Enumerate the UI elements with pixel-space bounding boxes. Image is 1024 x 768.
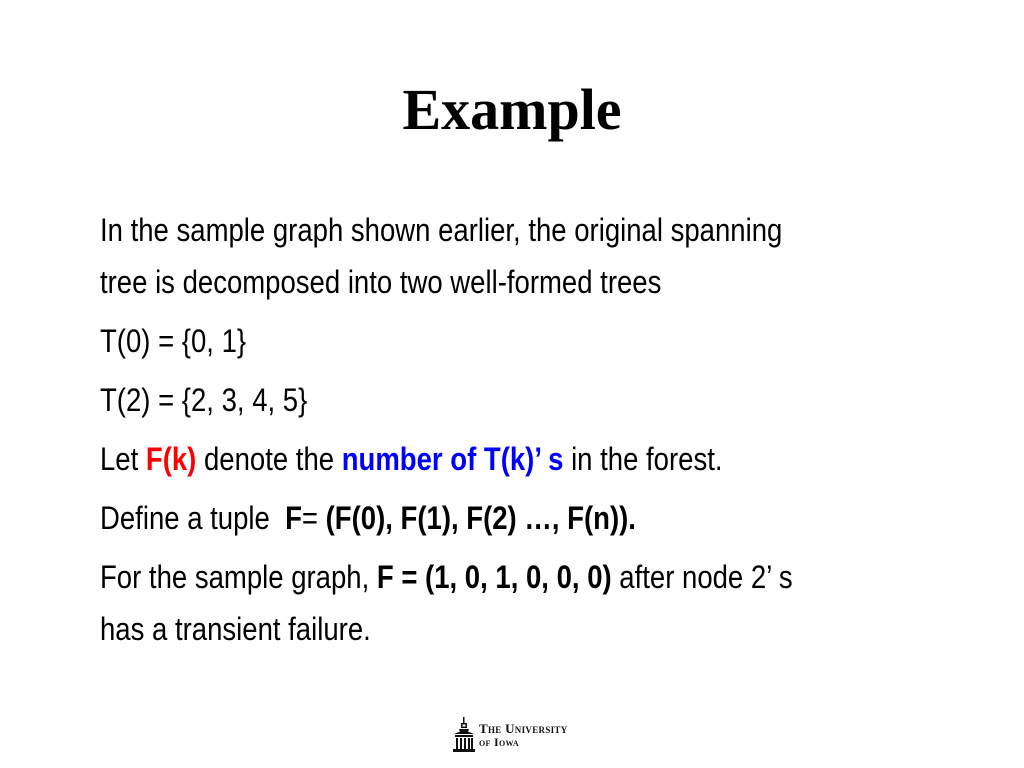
tree-t2: T(2) = {2, 3, 4, 5}	[100, 382, 308, 418]
logo-line-2: of Iowa	[479, 735, 519, 749]
define-prefix: Define a tuple	[100, 500, 286, 536]
university-logo	[452, 715, 602, 755]
logo-line-1: The University	[479, 721, 568, 736]
sample-value: F = (1, 0, 1, 0, 0, 0)	[376, 559, 612, 595]
old-capitol-icon	[452, 717, 476, 753]
let-suffix: in the forest.	[563, 441, 723, 477]
let-middle: denote the	[196, 441, 342, 477]
slide-title: Example	[402, 77, 622, 142]
define-paragraph	[100, 492, 939, 544]
sample-line-2: has a transient failure.	[100, 611, 371, 647]
define-eq: =	[301, 500, 326, 536]
tree-t0: T(0) = {0, 1}	[100, 323, 247, 359]
number-of-term: number of T(k)’ s	[341, 441, 564, 477]
intro-paragraph	[100, 204, 939, 308]
sample-prefix: For the sample graph,	[100, 559, 377, 595]
let-prefix: Let	[100, 441, 146, 477]
sample-paragraph	[100, 551, 939, 655]
slide-body	[100, 204, 939, 662]
intro-line-2: tree is decomposed into two well-formed trees	[100, 264, 662, 300]
let-paragraph	[100, 433, 939, 485]
fk-term: F(k)	[145, 441, 197, 477]
define-f: F	[285, 500, 302, 536]
define-tuple: (F(0), F(1), F(2) …, F(n)).	[325, 500, 636, 536]
intro-line-1: In the sample graph shown earlier, the original spanning	[100, 212, 783, 248]
sample-suffix: after node 2’ s	[611, 559, 793, 595]
